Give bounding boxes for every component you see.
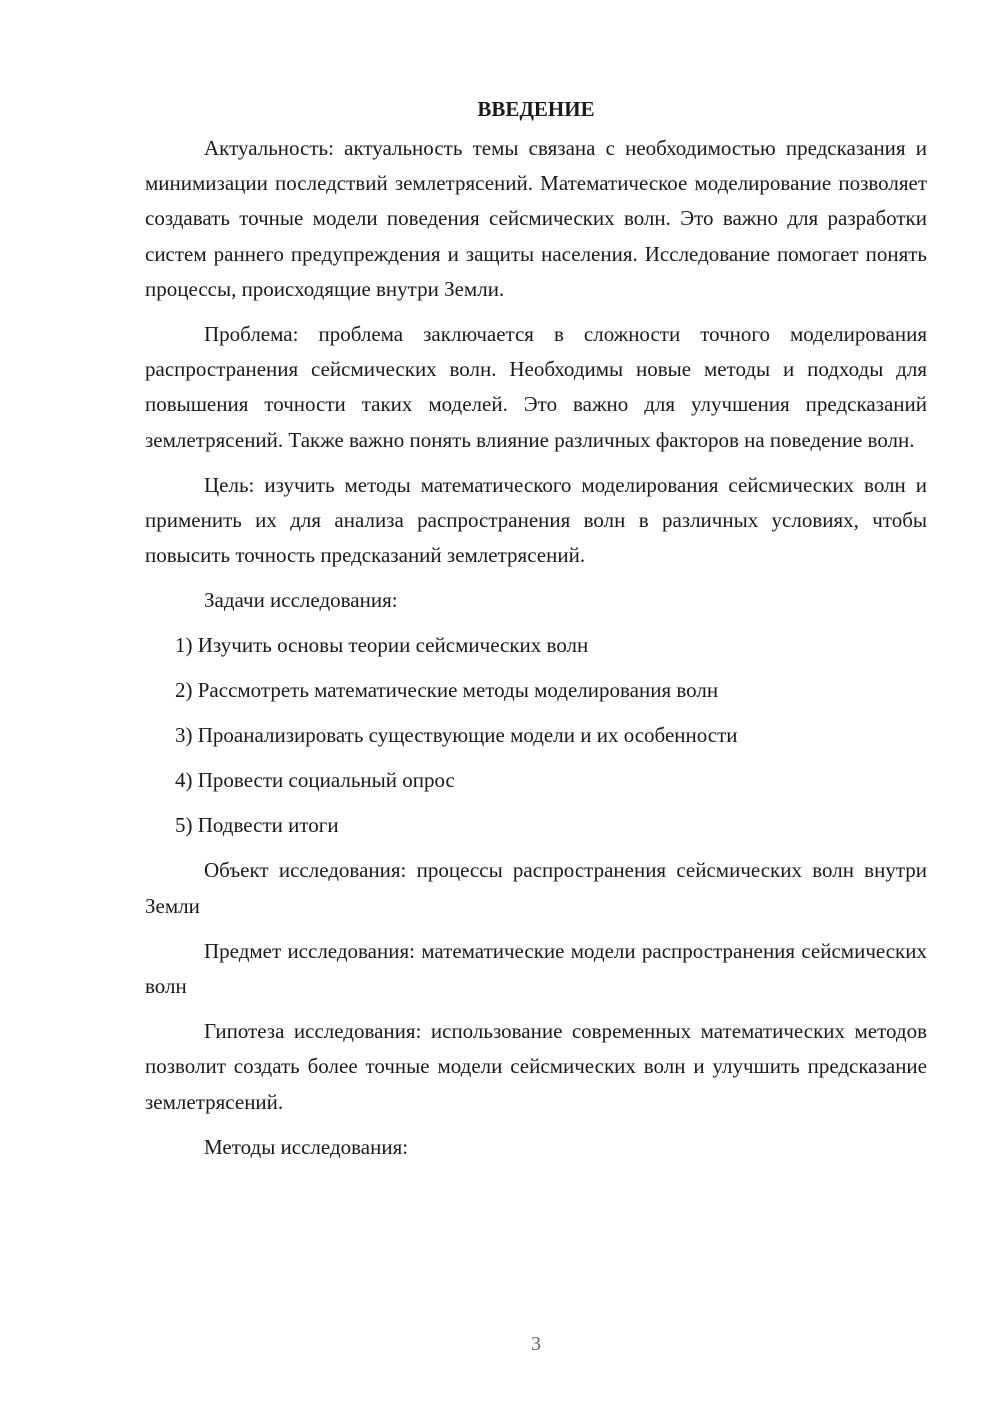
paragraph-goal: Цель: изучить методы математического моделирования сейсмических волн и применить их для анализа распространения волн в различных условиях, чтобы повысить точность предсказаний землетрясений.: [145, 472, 927, 568]
page-number: 3: [531, 1333, 541, 1355]
paragraph-hypothesis: Гипотеза исследования: использование современных математических методов позволит создать более точные модели сейсмических волн и улучшить предсказание землетрясений.: [145, 1019, 927, 1114]
tasks-list: [145, 628, 927, 843]
paragraph-problem: Проблема: проблема заключается в сложности точного моделирования распространения сейсмических волн. Необходимы новые методы и подходы для повышения точности таких моделей. Это важно для улучшения предсказаний землетрясений. Также важно понять влияние различных факторов на поведение волн.: [145, 322, 927, 452]
section-heading: ВВЕДЕНИЕ: [477, 97, 595, 121]
list-item: 5) Подвести итоги: [175, 813, 339, 838]
list-item: 3) Проанализировать существующие модели и их особенности: [175, 723, 738, 748]
list-item: 1) Изучить основы теории сейсмических волн: [175, 633, 589, 658]
tasks-title: Задачи исследования:: [204, 588, 398, 613]
paragraph-subject: Предмет исследования: математические модели распространения сейсмических волн: [145, 938, 927, 999]
list-item: 4) Провести социальный опрос: [175, 768, 455, 793]
list-item: 2) Рассмотреть математические методы моделирования волн: [175, 678, 719, 703]
paragraph-relevance: Актуальность: актуальность темы связана с необходимостью предсказания и минимизации последствий землетрясений. Математическое моделирование позволяет создавать точные модели поведения сейсмических волн. Это важно для разработки систем раннего предупреждения и защиты населения. Исследование помогает понять процессы, происходящие внутри Земли.: [145, 136, 927, 301]
paragraph-object: Объект исследования: процессы распространения сейсмических волн внутри Земли: [145, 858, 927, 918]
page-content: [145, 92, 927, 1175]
methods-title: Методы исследования:: [204, 1134, 409, 1159]
